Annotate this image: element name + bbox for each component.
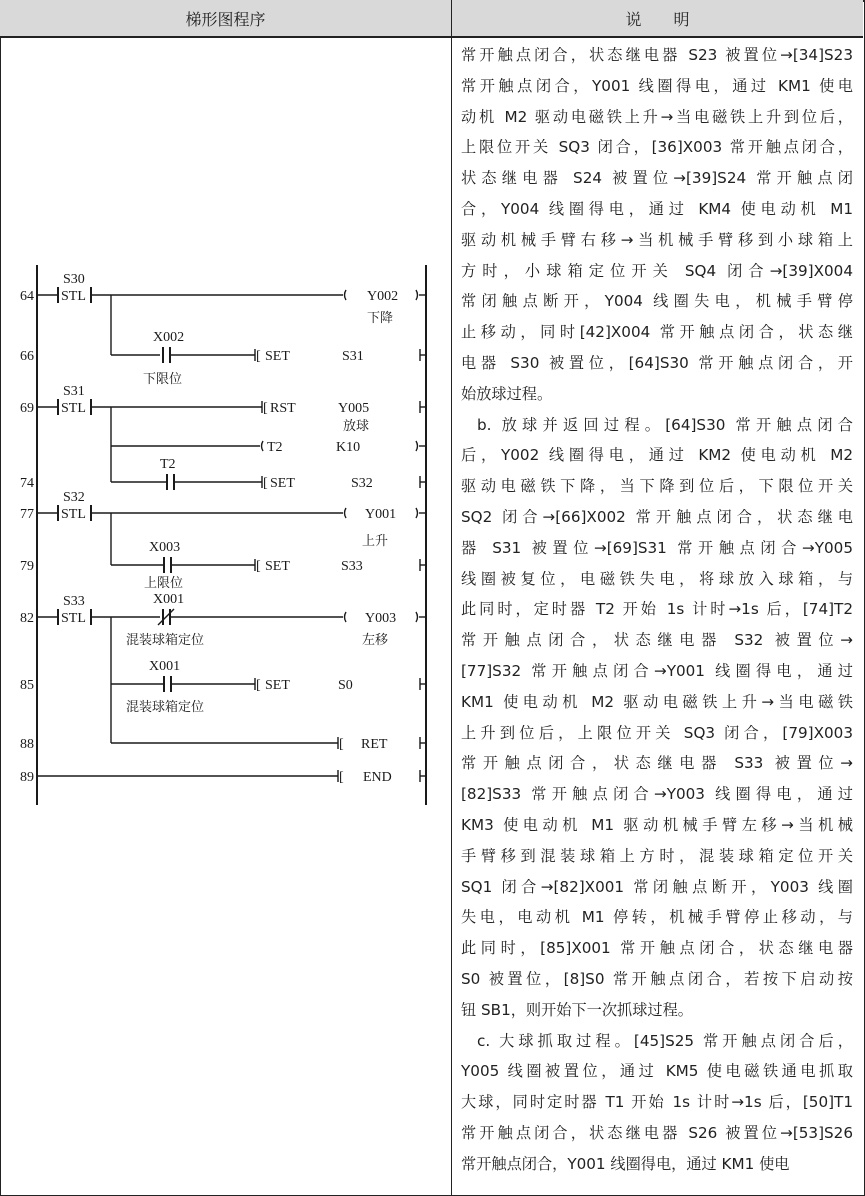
description-line: 状态继电器 S24 被置位→[39]S24 常开触点闭 <box>461 169 853 188</box>
svg-text:[: [ <box>339 770 344 785</box>
operand-label: Y005 <box>338 401 370 416</box>
coil-label: Y001 <box>365 507 397 522</box>
instruction-label: SET <box>265 678 290 693</box>
description-line: SQ2 闭合→[66]X002 常开触点闭合，状态继电 <box>461 507 853 526</box>
step-number: 82 <box>20 611 34 626</box>
svg-text:[: [ <box>263 401 268 416</box>
step-number: 79 <box>20 559 34 574</box>
coil-label: T2 <box>267 440 283 455</box>
step-number: 74 <box>20 476 34 491</box>
description-line: 常开触点闭合，Y001 线圈得电，通过 KM1 使电 <box>461 76 853 95</box>
stl-label: STL <box>61 611 86 626</box>
header-description <box>452 0 863 38</box>
stl-state-label: S30 <box>63 272 85 287</box>
description-line: 此同时，定时器 T2 开始 1s 计时→1s 后，[74]T2 <box>461 600 853 619</box>
stl-label: STL <box>61 507 86 522</box>
coil-label: Y002 <box>367 289 399 304</box>
instruction-label: SET <box>265 559 290 574</box>
stl-state-label: S31 <box>63 384 85 399</box>
contact-label: X001 <box>153 592 185 607</box>
operand-label: S33 <box>341 559 363 574</box>
description-line: 上限位开关 SQ3 闭合，[36]X003 常开触点闭合， <box>461 138 853 157</box>
step-number: 89 <box>20 770 34 785</box>
contact-note: 上限位 <box>144 576 184 591</box>
description-line: 方时，小球箱定位开关 SQ4 闭合→[39]X004 <box>461 261 853 280</box>
svg-text:[: [ <box>339 737 344 752</box>
contact-note: 下限位 <box>143 372 183 387</box>
instruction-label: END <box>363 770 392 785</box>
stl-state-label: S32 <box>63 490 85 505</box>
description-line: S0 被置位，[8]S0 常开触点闭合，若按下启动按 <box>461 969 853 988</box>
description-line: KM1 使电动机 M2 驱动电磁铁上升→当电磁铁 <box>461 692 853 711</box>
description-line: 常开触点闭合，Y001 线圈得电，通过 KM1 使电 <box>461 1154 790 1173</box>
description-line: Y005 线圈被置位，通过 KM5 使电磁铁通电抓取 <box>461 1062 853 1081</box>
contact-note: 混装球箱定位 <box>126 700 205 715</box>
step-number: 64 <box>20 289 34 304</box>
description-line: 始放球过程。 <box>461 384 553 403</box>
description-line: 常开触点闭合，状态继电器 S33 被置位→ <box>461 754 853 773</box>
stl-label: STL <box>61 289 86 304</box>
instruction-label: RST <box>270 401 296 416</box>
description-line: [77]S32 常开触点闭合→Y001 线圈得电，通过 <box>461 661 853 680</box>
coil-label: Y003 <box>365 611 397 626</box>
instruction-label: SET <box>265 349 290 364</box>
stl-state-label: S33 <box>63 594 85 609</box>
step-number: 69 <box>20 401 34 416</box>
step-number: 88 <box>20 737 34 752</box>
contact-label: X001 <box>149 659 181 674</box>
description-line: 上升到位后，上限位开关 SQ3 闭合，[79]X003 <box>461 723 853 742</box>
operand-label: S0 <box>338 678 353 693</box>
instruction-label: SET <box>270 476 295 491</box>
description-line: 线圈被复位，电磁铁失电，将球放入球箱，与 <box>461 569 853 588</box>
description-line: 常开触点闭合，状态继电器 S23 被置位→[34]S23 <box>461 46 853 64</box>
description-line: 动机 M2 驱动电磁铁上升→当电磁铁上升到位后， <box>461 107 853 126</box>
operand-note: 放球 <box>343 419 370 434</box>
contact-label: X003 <box>149 540 181 555</box>
step-number: 66 <box>20 349 34 364</box>
description-line: 常开触点闭合，状态继电器 S26 被置位→[53]S26 <box>461 1123 853 1142</box>
description-line: 止移动，同时[42]X004 常开触点闭合，状态继 <box>461 323 853 342</box>
description-line: 驱动机械手臂右移→当机械手臂移到小球箱上 <box>461 230 853 249</box>
contact-label: X002 <box>153 330 185 345</box>
stl-label: STL <box>61 401 86 416</box>
step-number: 77 <box>20 507 34 522</box>
contact-label: T2 <box>160 457 176 472</box>
description-line: 此同时，[85]X001 常开触点闭合，状态继电器 <box>461 939 853 958</box>
svg-text:[: [ <box>256 559 261 574</box>
coil-note: 下降 <box>367 311 394 326</box>
coil-note: 上升 <box>362 534 389 549</box>
operand-label: S32 <box>351 476 373 491</box>
header-ladder-title: 梯形图程序 <box>185 9 266 29</box>
description-line: 钮 SB1，则开始下一次抓球过程。 <box>461 1000 693 1019</box>
description-line: 常开触点闭合，状态继电器 S32 被置位→ <box>461 631 853 650</box>
description-line: [82]S33 常开触点闭合→Y003 线圈得电，通过 <box>461 785 853 804</box>
operand-label: S31 <box>342 349 364 364</box>
svg-text:[: [ <box>263 476 268 491</box>
step-number: 85 <box>20 678 34 693</box>
header-description-title: 说 明 <box>625 9 690 29</box>
description-text <box>461 40 853 1179</box>
instruction-label: RET <box>361 737 388 752</box>
column-divider <box>451 36 452 1195</box>
svg-text:[: [ <box>256 678 261 693</box>
description-line: SQ1 闭合→[82]X001 常闭触点断开，Y003 线圈 <box>461 877 853 896</box>
description-line: 失电，电动机 M1 停转，机械手臂停止移动，与 <box>461 908 853 927</box>
description-line: 器 S31 被置位→[69]S31 常开触点闭合→Y005 <box>461 538 853 557</box>
contact-note: 混装球箱定位 <box>126 633 205 648</box>
description-line: 常闭触点断开，Y004 线圈失电，机械手臂停 <box>461 292 853 311</box>
description-line: 合，Y004 线圈得电，通过 KM4 使电动机 M1 <box>461 199 853 218</box>
coil-note: 左移 <box>362 633 389 648</box>
description-line: 后，Y002 线圈得电，通过 KM2 使电动机 M2 <box>461 446 853 465</box>
description-line: 电器 S30 被置位，[64]S30 常开触点闭合，开 <box>461 353 853 372</box>
coil-value: K10 <box>336 440 361 455</box>
description-line: 手臂移到混装球箱上方时，混装球箱定位开关 <box>461 846 853 865</box>
svg-text:[: [ <box>256 349 261 364</box>
description-line: b. 放球并返回过程。[64]S30 常开触点闭合 <box>477 415 853 434</box>
description-line: c. 大球抓取过程。[45]S25 常开触点闭合后， <box>477 1031 853 1050</box>
description-line: 大球，同时定时器 T1 开始 1s 计时→1s 后，[50]T1 <box>461 1093 853 1112</box>
description-line: KM3 使电动机 M1 驱动机械手臂左移→当机械 <box>461 815 853 834</box>
description-line: 驱动电磁铁下降，当下降到位后，下限位开关 <box>461 477 853 496</box>
